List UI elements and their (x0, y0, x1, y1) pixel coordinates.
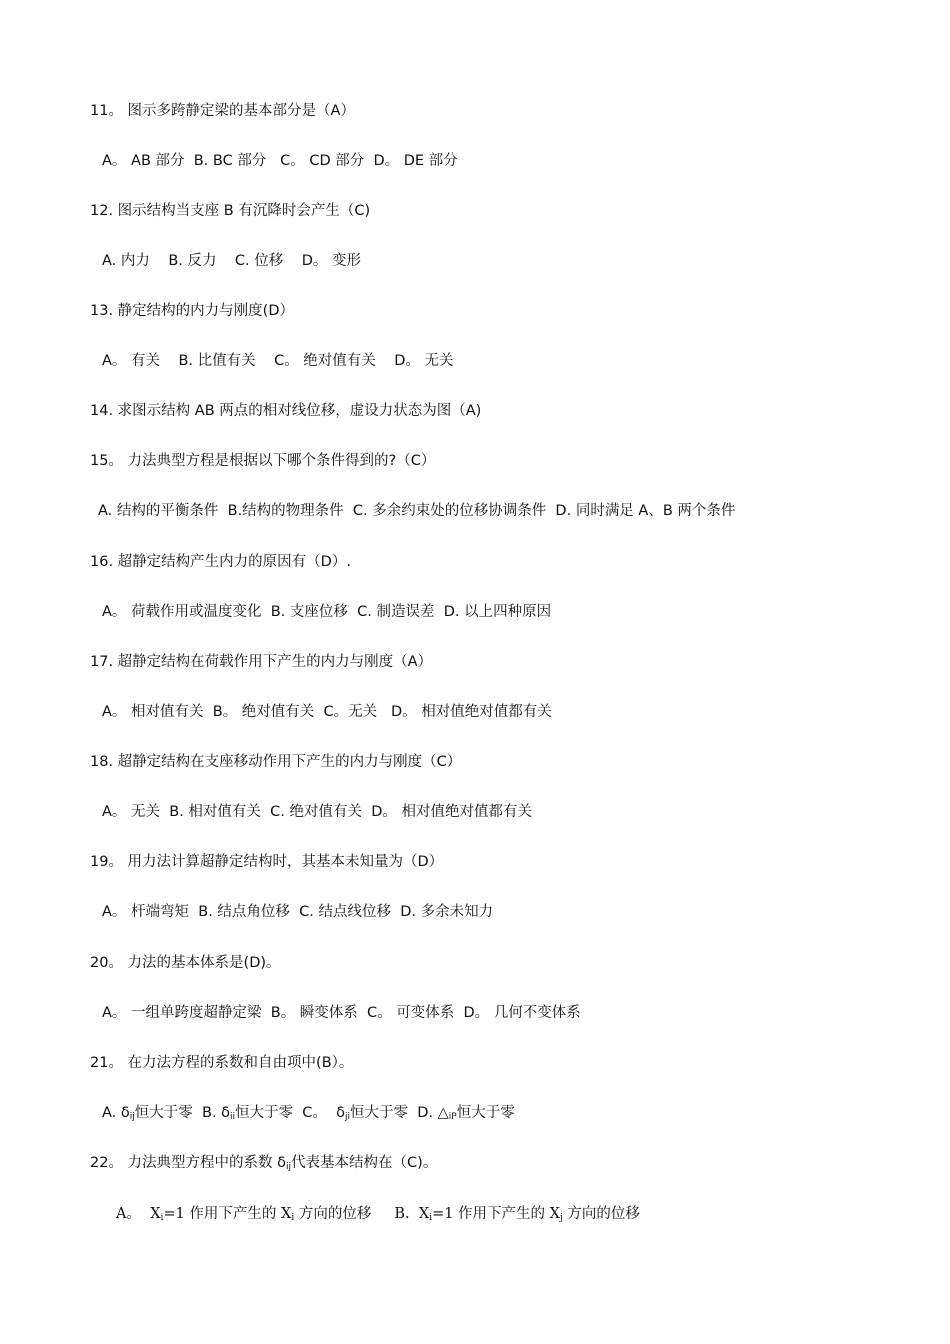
question-15-options: A. 结构的平衡条件 B.结构的物理条件 C. 多余约束处的位移协调条件 D. 同时满足 A、B 两个条件 (98, 503, 736, 519)
question-12: 12. 图示结构当支座 B 有沉降时会产生（C) (90, 203, 371, 219)
question-21: 21。 在力法方程的系数和自由项中(B）。 (90, 1055, 354, 1071)
question-16: 16. 超静定结构产生内力的原因有（D）. (90, 554, 351, 570)
question-22-options: A。 $X_i=1$ 作用下产生的 $X_i$ 方向的位移 B. $X_i=1$ 作用下产生的 $X_j$ 方向的位移 (116, 1206, 640, 1223)
question-13-options: A。 有关 B. 比值有关 C。 绝对值有关 D。 无关 (102, 353, 454, 369)
question-19-options: A。 杆端弯矩 B. 结点角位移 C. 结点线位移 D. 多余未知力 (102, 904, 494, 920)
question-19: 19。 用力法计算超静定结构时，其基本未知量为（D） (90, 854, 444, 870)
question-17: 17. 超静定结构在荷载作用下产生的内力与刚度（A） (90, 654, 433, 670)
question-17-options: A。 相对值有关 B。 绝对值有关 C。无关 D。 相对值绝对值都有关 (102, 704, 552, 720)
question-11-options: A。 AB 部分 B. BC 部分 C。 CD 部分 D。 DE 部分 (102, 153, 458, 169)
question-21-options: A. $\delta_{ij}$恒大于零 B. $\delta_{ii}$恒大于零 C。 $\delta_{ji}$恒大于零 D. $\triangle_{iP}$恒大于零 (102, 1105, 515, 1122)
question-18: 18. 超静定结构在支座移动作用下产生的内力与刚度（C） (90, 754, 462, 770)
question-12-options: A. 内力 B. 反力 C. 位移 D。 变形 (102, 253, 361, 269)
question-18-options: A。 无关 B. 相对值有关 C. 绝对值有关 D。 相对值绝对值都有关 (102, 804, 532, 820)
question-20-options: A。 一组单跨度超静定梁 B。 瞬变体系 C。 可变体系 D。 几何不变体系 (102, 1005, 581, 1021)
question-20: 20。 力法的基本体系是(D)。 (90, 955, 281, 971)
question-11: 11。 图示多跨静定梁的基本部分是（A） (90, 103, 355, 119)
question-15: 15。 力法典型方程是根据以下哪个条件得到的?（C） (90, 453, 436, 469)
question-14: 14. 求图示结构 AB 两点的相对线位移，虚设力状态为图（A) (90, 403, 482, 419)
question-16-options: A。 荷载作用或温度变化 B. 支座位移 C. 制造误差 D. 以上四种原因 (102, 604, 552, 620)
question-13: 13. 静定结构的内力与刚度(D） (90, 303, 294, 319)
question-22: 22。 力法典型方程中的系数 $\delta_{ij}$代表基本结构在（C)。 (90, 1155, 438, 1172)
